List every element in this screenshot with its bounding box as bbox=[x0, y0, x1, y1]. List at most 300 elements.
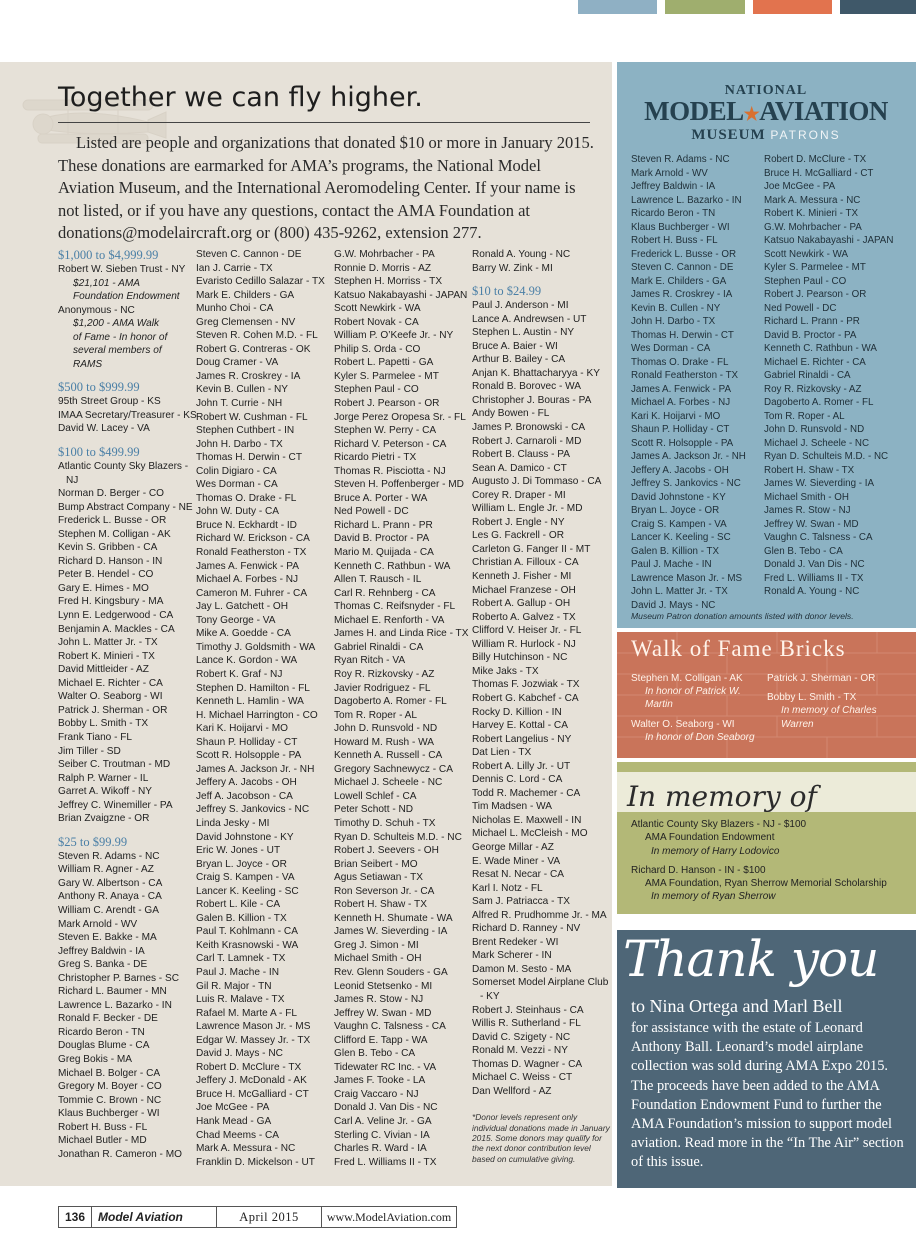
museum-patron-column-1 bbox=[631, 153, 771, 612]
donor-entry: H. Michael Harrington - CO bbox=[196, 709, 318, 721]
donor-entry: Wes Dorman - CA bbox=[196, 479, 278, 491]
donor-entry: 95th Street Group - KS bbox=[58, 396, 161, 408]
donor-entry: Steven C. Cannon - DE bbox=[196, 249, 302, 260]
donor-entry: Mario M. Quijada - CA bbox=[334, 547, 434, 559]
top-color-bar-blue bbox=[578, 0, 657, 14]
memory-entry-name: Atlantic County Sky Blazers - NJ - $100 bbox=[631, 819, 807, 830]
donor-entry: Greg Bokis - MA bbox=[58, 1053, 133, 1065]
donor-entry: Jay L. Gatchett - OH bbox=[196, 601, 288, 613]
donor-entry: Gary E. Himes - MO bbox=[58, 582, 149, 594]
thank-you-body: for assistance with the estate of Leonard Anthony Ball. Leonard’s model airplane collection was sold during AMA Expo 2015. The proceeds have been added to the AMA Foundation Endowment Fund to further the AMA Foundation’s mission to support model aviation. Read more in the “In The Air” section of this issue. bbox=[631, 1020, 904, 1171]
donor-entry: Harvey E. Kottal - CA bbox=[472, 720, 568, 732]
donor-entry: Corey R. Draper - MI bbox=[472, 489, 566, 501]
donor-entry: Bruce N. Eckhardt - ID bbox=[196, 519, 297, 531]
donor-entry: Stephen Cuthbert - IN bbox=[196, 425, 295, 437]
donor-entry: Michael E. Renforth - VA bbox=[334, 614, 445, 626]
thank-you-title: Thank you bbox=[623, 930, 879, 988]
donor-entry: Sean A. Damico - CT bbox=[472, 462, 567, 474]
donor-entry: Katsuo Nakabayashi - JAPAN bbox=[334, 289, 468, 301]
donor-entry: Carl A. Veline Jr. - GA bbox=[334, 1116, 432, 1127]
donor-entry: Ryan D. Schulteis M.D. - NC bbox=[764, 451, 889, 462]
donor-entry: Ronald Featherston - TX bbox=[196, 547, 307, 559]
donor-entry: Lowell Schlef - CA bbox=[334, 790, 417, 802]
donor-entry: Richard W. Erickson - CA bbox=[196, 533, 310, 545]
donor-entry: Thomas H. Derwin - CT bbox=[631, 329, 734, 341]
donor-entry: Robert A. Lilly Jr. - UT bbox=[472, 760, 571, 772]
donor-entry: David J. Mays - NC bbox=[196, 1048, 283, 1060]
donor-entry: Bump Abstract Company - NE bbox=[58, 501, 193, 513]
donor-list-25a bbox=[58, 850, 198, 1162]
donor-entry: Robert K. Minieri - TX bbox=[764, 208, 859, 219]
donor-note: $1,200 - AMA Walk bbox=[73, 318, 160, 330]
donor-entry: Jeffrey Baldwin - IA bbox=[58, 945, 145, 957]
donor-entry: Timothy J. Goldsmith - WA bbox=[196, 641, 316, 653]
donor-entry: Javier Rodriguez - FL bbox=[334, 682, 431, 694]
donor-entry: Robert J. Pearson - OR bbox=[334, 398, 440, 410]
donor-entry: James H. and Linda Rice - TX bbox=[334, 628, 469, 640]
donor-entry: Benjamin A. Mackles - CA bbox=[58, 623, 175, 635]
donor-entry: Norman D. Berger - CO bbox=[58, 488, 165, 500]
donor-entry: Robert J. Seevers - OH bbox=[334, 845, 439, 857]
magazine-name: Model Aviation bbox=[92, 1207, 217, 1227]
donor-entry: Cameron M. Fuhrer - CA bbox=[196, 587, 308, 599]
donor-entry: Anthony R. Anaya - CA bbox=[58, 891, 162, 903]
donor-entry: Alfred R. Prudhomme Jr. - MA bbox=[472, 909, 607, 921]
donor-entry: James A. Jackson Jr. - NH bbox=[196, 763, 315, 775]
donor-entry: David Johnstone - KY bbox=[196, 831, 294, 843]
logo-word-museum: MUSEUM bbox=[691, 127, 766, 143]
donor-entry: Frederick L. Busse - OR bbox=[631, 248, 737, 260]
donor-entry: Doug Cramer - VA bbox=[196, 357, 279, 369]
donor-entry: Les G. Fackrell - OR bbox=[472, 530, 564, 542]
page-title: Together we can fly higher. bbox=[58, 82, 423, 113]
donor-entry: Michael L. McCleish - MO bbox=[472, 828, 588, 840]
donor-entry: Nicholas E. Maxwell - IN bbox=[472, 814, 582, 826]
donor-note: $21,101 - AMA bbox=[73, 277, 140, 289]
donor-entry: Robert W. Cushman - FL bbox=[196, 411, 308, 423]
donor-entry: Tommie C. Brown - NC bbox=[58, 1094, 162, 1106]
donor-entry: Carl T. Lamnek - TX bbox=[196, 953, 286, 965]
memory-entry-fund: AMA Foundation Endowment bbox=[645, 832, 775, 844]
donor-entry: Dat Lien - TX bbox=[472, 747, 532, 759]
donor-entry: Thomas H. Derwin - CT bbox=[196, 452, 302, 464]
donor-list-500 bbox=[58, 395, 198, 436]
donor-entry: Resat N. Necar - CA bbox=[472, 869, 564, 881]
donor-entry: Michael B. Bolger - CA bbox=[58, 1067, 161, 1079]
in-memory-title-band bbox=[617, 772, 916, 812]
donor-entry: Stephen H. Morriss - TX bbox=[334, 276, 443, 288]
donor-entry: William R. Hurlock - NJ bbox=[472, 638, 576, 650]
donor-entry: Damon M. Sesto - MA bbox=[472, 963, 572, 975]
donor-entry: Jim Tiller - SD bbox=[58, 745, 121, 757]
donor-entry: Paul J. Mache - IN bbox=[631, 559, 712, 570]
memory-entry-fund: AMA Foundation, Ryan Sherrow Memorial Scholarship bbox=[645, 878, 887, 890]
donor-entry: Greg S. Banka - DE bbox=[58, 959, 148, 971]
donor-entry: Billy Hutchinson - NC bbox=[472, 652, 568, 664]
donor-entry: Jeffrey C. Winemiller - PA bbox=[58, 799, 173, 811]
thank-you-panel bbox=[617, 930, 916, 1188]
top-color-bar-orange bbox=[753, 0, 832, 14]
donor-entry: Jeffery A. Jacobs - OH bbox=[196, 777, 297, 789]
donor-entry: Ronald A. Young - NC bbox=[472, 249, 571, 260]
title-rule bbox=[58, 122, 590, 123]
donor-entry: Lance K. Gordon - WA bbox=[196, 655, 298, 667]
donor-entry: Roy R. Rizkovsky - AZ bbox=[764, 383, 862, 395]
donor-entry: Patrick J. Sherman - OR bbox=[58, 704, 168, 716]
donor-entry: Craig Vaccaro - NJ bbox=[334, 1088, 419, 1100]
donor-column-1 bbox=[58, 248, 198, 1161]
donor-entry: Ronald M. Vezzi - NY bbox=[472, 1045, 568, 1057]
donor-entry: Carl R. Rehnberg - CA bbox=[334, 587, 436, 599]
donor-entry: David J. Mays - NC bbox=[631, 599, 716, 611]
walk-of-fame-panel bbox=[617, 632, 916, 758]
donor-entry: Ronald A. Young - NC bbox=[764, 586, 860, 597]
donor-entry: Jeffrey S. Jankovics - NC bbox=[196, 804, 310, 816]
donor-entry: Craig S. Kampen - VA bbox=[631, 518, 727, 530]
donor-entry: Roberto A. Galvez - TX bbox=[472, 611, 576, 623]
donor-entry: Galen B. Killion - TX bbox=[631, 545, 720, 557]
donor-entry: James W. Sieverding - IA bbox=[764, 478, 874, 489]
donor-entry: Rev. Glenn Souders - GA bbox=[334, 966, 448, 978]
top-color-bar-slate bbox=[840, 0, 916, 14]
museum-note: Museum Patron donation amounts listed with donor levels. bbox=[631, 611, 854, 621]
donor-list-25d bbox=[472, 248, 612, 275]
museum-patron-column-2 bbox=[764, 153, 904, 599]
donor-entry: Scott Newkirk - WA bbox=[334, 303, 421, 315]
donor-footnote: *Donor levels represent only individual donations made in January 2015. Some donors may qualify for the next donor contribution level based on cumulative giving. bbox=[472, 1112, 610, 1164]
donor-entry: Andy Bowen - FL bbox=[472, 408, 550, 420]
donor-note: Foundation Endowment bbox=[73, 291, 180, 303]
donor-entry: Fred H. Kingsbury - MA bbox=[58, 596, 164, 608]
donor-entry: Bruce H. McGalliard - CT bbox=[196, 1088, 309, 1100]
tier-heading-500: $500 to $999.99 bbox=[58, 380, 140, 395]
donor-entry: Donald J. Van Dis - NC bbox=[334, 1102, 438, 1114]
donor-entry: James W. Sieverding - IA bbox=[334, 926, 448, 938]
donor-entry: Richard D. Ranney - NV bbox=[472, 923, 581, 935]
donor-entry: Jeffrey W. Swan - MD bbox=[334, 1007, 432, 1019]
donor-column-4 bbox=[472, 248, 612, 1164]
donor-entry: Richard L. Prann - PR bbox=[334, 519, 433, 531]
donor-entry: Franklin D. Mickelson - UT bbox=[196, 1156, 315, 1168]
donor-entry: John H. Darbo - TX bbox=[631, 316, 716, 327]
donor-entry: Todd R. Machemer - CA bbox=[472, 787, 581, 799]
donor-entry: Willis R. Sutherland - FL bbox=[472, 1018, 581, 1030]
donor-entry: Jeffrey Baldwin - IA bbox=[631, 181, 716, 192]
donor-entry: Robert D. McClure - TX bbox=[764, 154, 867, 165]
donor-entry: Bryan L. Joyce - OR bbox=[631, 505, 720, 516]
memory-entry-note: In memory of Ryan Sherrow bbox=[651, 891, 776, 903]
donor-entry: Stephen Paul - CO bbox=[334, 384, 419, 396]
donor-entry: William C. Arendt - GA bbox=[58, 904, 159, 916]
donor-entry: Ryan D. Schulteis M.D. - NC bbox=[334, 831, 462, 843]
donor-entry: Ricardo Beron - TN bbox=[58, 1026, 145, 1038]
donor-note: of Fame - In honor of bbox=[73, 331, 168, 343]
donor-entry: Michael Smith - OH bbox=[764, 491, 849, 503]
donor-entry: James R. Croskrey - IA bbox=[631, 289, 733, 300]
donor-entry: Kevin S. Gribben - CA bbox=[58, 542, 158, 554]
donor-entry: David Johnstone - KY bbox=[631, 491, 726, 503]
walk-entry-name: Walter O. Seaborg - WI bbox=[631, 718, 735, 730]
donor-list-10 bbox=[472, 299, 612, 1098]
donor-entry: Robert J. Carnaroli - MD bbox=[472, 435, 582, 447]
donor-entry: Dennis C. Lord - CA bbox=[472, 774, 563, 786]
donor-entry: Kenneth H. Shumate - WA bbox=[334, 912, 453, 924]
donor-entry: Gabriel Rinaldi - CA bbox=[764, 370, 851, 381]
donor-entry: Philip S. Orda - CO bbox=[334, 343, 421, 355]
walk-entry-name: Stephen M. Colligan - AK bbox=[631, 673, 743, 684]
donor-entry: Sterling C. Vivian - IA bbox=[334, 1129, 430, 1141]
donor-entry: Scott R. Holsopple - PA bbox=[196, 750, 302, 762]
tier-heading-10: $10 to $24.99 bbox=[472, 284, 542, 299]
donor-entry: Carleton G. Fanger II - MT bbox=[472, 543, 591, 555]
donor-entry: G.W. Mohrbacher - PA bbox=[764, 221, 862, 233]
donor-entry: Frank Tiano - FL bbox=[58, 731, 133, 743]
donor-entry: Scott R. Holsopple - PA bbox=[631, 437, 734, 449]
donor-entry: James A. Fenwick - PA bbox=[631, 383, 731, 395]
donor-entry: Tidewater RC Inc. - VA bbox=[334, 1061, 437, 1073]
intro-paragraph: Listed are people and organizations that donated $10 or more in January 2015. These donations are earmarked for AMA’s programs, the National Model Aviation Museum, and the International Aeromodeling Center. If your name is not listed, or if you have any questions, contact the AMA Foundation at donations@modelaircraft.org or (800) 435-9262, extension 277. bbox=[58, 133, 594, 242]
in-memory-entries bbox=[631, 818, 911, 904]
donor-entry: Mark A. Messura - NC bbox=[764, 194, 861, 206]
donor-entry: Richard L. Prann - PR bbox=[764, 316, 860, 327]
walk-entry-name: Patrick J. Sherman - OR bbox=[767, 673, 876, 684]
donor-entry: Jeffery J. McDonald - AK bbox=[196, 1075, 307, 1087]
donor-entry: Ron Severson Jr. - CA bbox=[334, 885, 435, 897]
donor-entry: Gil R. Major - TN bbox=[196, 980, 272, 992]
donor-entry: Christian A. Filloux - CA bbox=[472, 557, 579, 569]
donor-entry: Kenneth C. Rathbun - WA bbox=[334, 560, 451, 572]
museum-logo bbox=[631, 84, 901, 143]
donor-entry: Dan Wellford - AZ bbox=[472, 1085, 552, 1097]
donor-entry: Lawrence L. Bazarko - IN bbox=[58, 999, 172, 1011]
donor-entry: Gary W. Albertson - CA bbox=[58, 877, 163, 889]
donor-column-3 bbox=[334, 248, 474, 1169]
donor-entry: Roy R. Rizkovsky - AZ bbox=[334, 668, 435, 680]
donor-entry: Richard L. Baumer - MN bbox=[58, 986, 167, 998]
donor-entry: Scott Newkirk - WA bbox=[764, 248, 849, 260]
donor-entry: Lancer K. Keeling - SC bbox=[196, 885, 299, 897]
donor-entry: Thomas F. Jozwiak - TX bbox=[472, 679, 580, 691]
donor-entry: Leonid Stetsenko - MI bbox=[334, 980, 433, 992]
donor-entry: Peter Schott - ND bbox=[334, 804, 414, 816]
donor-entry: Robert L. Papetti - GA bbox=[334, 357, 434, 369]
donor-entry: Michael A. Forbes - NJ bbox=[631, 397, 731, 408]
donor-entry: David B. Proctor - PA bbox=[334, 533, 430, 545]
museum-patrons-panel bbox=[617, 62, 916, 628]
donor-entry: Katsuo Nakabayashi - JAPAN bbox=[764, 235, 894, 246]
donor-entry: Eric W. Jones - UT bbox=[196, 845, 281, 857]
walk-entry-note: In honor of Don Seaborg bbox=[645, 731, 755, 743]
page-footer bbox=[58, 1206, 457, 1228]
donor-entry: Karl I. Notz - FL bbox=[472, 882, 543, 894]
logo-line-model-aviation bbox=[631, 98, 901, 127]
donor-entry: Robert J. Pearson - OR bbox=[764, 289, 867, 300]
donor-entry: Robert H. Shaw - TX bbox=[764, 464, 855, 476]
donor-entry: Thomas O. Drake - FL bbox=[631, 356, 729, 368]
donor-entry: Kari K. Hoijarvi - MO bbox=[196, 723, 288, 735]
website-url[interactable]: www.ModelAviation.com bbox=[326, 1210, 452, 1224]
donor-entry: Rocky D. Killion - IN bbox=[472, 706, 562, 718]
donor-entry: Bruce A. Porter - WA bbox=[334, 492, 428, 504]
donor-list-panel bbox=[0, 62, 612, 1186]
donor-entry: Robert K. Graf - NJ bbox=[196, 668, 283, 680]
donor-entry: Allen T. Rausch - IL bbox=[334, 574, 422, 586]
donor-entry: Douglas Blume - CA bbox=[58, 1040, 150, 1052]
logo-line-national: NATIONAL bbox=[724, 83, 808, 98]
donor-entry: Ronnie D. Morris - AZ bbox=[334, 262, 432, 274]
donor-entry: Fred L. Williams II - TX bbox=[764, 572, 864, 584]
donor-entry: Lawrence Mason Jr. - MS bbox=[196, 1021, 311, 1033]
donor-entry: Michael A. Forbes - NJ bbox=[196, 574, 299, 586]
donor-entry: David Mittleider - AZ bbox=[58, 664, 149, 676]
donor-entry: Richard V. Peterson - CA bbox=[334, 438, 447, 450]
donor-entry: Jorge Perez Oropesa Sr. - FL bbox=[334, 411, 466, 423]
donor-entry: Robert W. Sieben Trust - NY bbox=[58, 264, 186, 275]
donor-entry: Agus Setiawan - TX bbox=[334, 872, 424, 884]
donor-entry: John D. Runsvold - ND bbox=[334, 723, 438, 735]
donor-entry: Ronald Featherston - TX bbox=[631, 370, 739, 381]
donor-entry: Robert K. Minieri - TX bbox=[58, 650, 155, 662]
donor-entry: Linda Jesky - MI bbox=[196, 817, 270, 829]
donor-entry: James A. Jackson Jr. - NH bbox=[631, 451, 746, 462]
donor-entry: Tim Madsen - WA bbox=[472, 801, 553, 813]
donor-entry: Stephen L. Austin - NY bbox=[472, 327, 575, 339]
donor-entry: Stephen M. Colligan - AK bbox=[58, 528, 171, 540]
donor-entry: Lawrence Mason Jr. - MS bbox=[631, 572, 743, 584]
memory-entry-name: Richard D. Hanson - IN - $100 bbox=[631, 864, 766, 876]
donor-entry: Augusto J. Di Tommaso - CA bbox=[472, 476, 602, 488]
walk-of-fame-title: Walk of Fame Bricks bbox=[631, 636, 846, 661]
walk-entry-note: In honor of Patrick W. Martin bbox=[645, 686, 741, 711]
donor-entry: Rafael M. Marte A - FL bbox=[196, 1007, 297, 1019]
donor-entry: Robert B. Clauss - PA bbox=[472, 449, 570, 461]
donor-entry: John T. Currie - NH bbox=[196, 398, 283, 410]
donor-entry: Charles R. Ward - IA bbox=[334, 1143, 427, 1155]
donor-entry: Craig S. Kampen - VA bbox=[196, 872, 295, 884]
donor-entry: Edgar W. Massey Jr. - TX bbox=[196, 1034, 311, 1046]
donor-entry: Dagoberto A. Romer - FL bbox=[334, 696, 447, 708]
donor-entry: David B. Proctor - PA bbox=[764, 329, 857, 341]
donor-entry: Bobby L. Smith - TX bbox=[58, 718, 149, 730]
donor-entry: Klaus Buchberger - WI bbox=[631, 221, 730, 233]
donor-entry: Michael Franzese - OH bbox=[472, 584, 576, 596]
donor-entry: Kyler S. Parmelee - MT bbox=[764, 262, 866, 273]
donor-entry: Mark E. Childers - GA bbox=[631, 275, 727, 287]
tier-heading-100: $100 to $499.99 bbox=[58, 445, 140, 460]
donor-entry: IMAA Secretary/Treasurer - KS bbox=[58, 409, 197, 421]
donor-entry: Kevin B. Cullen - NY bbox=[196, 384, 289, 396]
donor-entry: Steven H. Poffenberger - MD bbox=[334, 479, 464, 491]
donor-entry: Klaus Buchberger - WI bbox=[58, 1108, 160, 1120]
donor-entry: Ricardo Pietri - TX bbox=[334, 452, 417, 464]
donor-entry: David W. Lacey - VA bbox=[58, 423, 150, 435]
donor-entry: Arthur B. Bailey - CA bbox=[472, 354, 566, 366]
donor-entry: Kevin B. Cullen - NY bbox=[631, 302, 721, 314]
donor-entry: Seiber C. Troutman - MD bbox=[58, 759, 171, 771]
donor-entry: Steven R. Adams - NC bbox=[631, 154, 730, 165]
donor-list-25b bbox=[196, 248, 336, 1169]
donor-entry: Michael C. Weiss - CT bbox=[472, 1072, 573, 1084]
donor-entry: Michael E. Richter - CA bbox=[764, 356, 866, 368]
donor-entry: Anonymous - NC bbox=[58, 304, 135, 316]
donor-entry: G.W. Mohrbacher - PA bbox=[334, 249, 435, 260]
donor-entry: Thomas R. Pisciotta - NJ bbox=[334, 465, 446, 477]
donor-entry: Robert A. Gallup - OH bbox=[472, 598, 571, 610]
donor-entry: Ryan Ritch - VA bbox=[334, 655, 406, 667]
donor-entry: Mark Arnold - WV bbox=[58, 918, 138, 930]
donor-entry: Bryan L. Joyce - OR bbox=[196, 858, 287, 870]
donor-entry: James R. Stow - NJ bbox=[334, 994, 424, 1006]
donor-entry: Peter B. Hendel - CO bbox=[58, 569, 154, 581]
donor-entry: Stephen D. Hamilton - FL bbox=[196, 682, 310, 694]
donor-entry: Gregory Sachnewycz - CA bbox=[334, 763, 453, 775]
walk-entry-note: In memory of Charles Warren bbox=[781, 705, 877, 730]
donor-entry: John L. Matter Jr. - TX bbox=[58, 637, 158, 649]
donor-entry: Brian Seibert - MO bbox=[334, 858, 418, 870]
donor-entry: Shaun P. Holliday - CT bbox=[196, 736, 298, 748]
donor-entry: Jeffery A. Jacobs - OH bbox=[631, 464, 729, 476]
donor-entry: John L. Matter Jr. - TX bbox=[631, 586, 728, 597]
donor-entry: Bruce H. McGalliard - CT bbox=[764, 167, 874, 179]
donor-entry: Ralph P. Warner - IL bbox=[58, 772, 149, 784]
donor-entry: James A. Fenwick - PA bbox=[196, 560, 300, 572]
donor-entry: Robert L. Kile - CA bbox=[196, 899, 281, 911]
donor-entry: Somerset Model Airplane Club - KY bbox=[472, 977, 609, 1002]
donor-entry: Chad Meems - CA bbox=[196, 1129, 280, 1141]
donor-entry: Thomas D. Wagner - CA bbox=[472, 1058, 583, 1070]
walk-entry-name: Bobby L. Smith - TX bbox=[767, 692, 857, 704]
donor-entry: Clifford E. Tapp - WA bbox=[334, 1034, 428, 1046]
donor-entry: Thomas O. Drake - FL bbox=[196, 492, 297, 504]
donor-entry: Kenneth C. Rathbun - WA bbox=[764, 343, 877, 354]
tier-heading-25: $25 to $99.99 bbox=[58, 834, 128, 849]
donor-entry: Thomas C. Reifsnyder - FL bbox=[334, 601, 456, 613]
donor-entry: Joe McGee - PA bbox=[764, 181, 836, 192]
donor-entry: Robert D. McClure - TX bbox=[196, 1061, 302, 1073]
donor-entry: Steven C. Cannon - DE bbox=[631, 262, 734, 273]
donor-entry: John H. Darbo - TX bbox=[196, 438, 283, 450]
walk-column-2 bbox=[767, 672, 907, 731]
donor-entry: Bruce A. Baier - WI bbox=[472, 340, 558, 352]
donor-entry: Ronald F. Becker - DE bbox=[58, 1013, 158, 1025]
donor-entry: Luis R. Malave - TX bbox=[196, 994, 285, 1006]
issue-date: April 2015 bbox=[217, 1207, 322, 1227]
donor-entry: Michael Butler - MD bbox=[58, 1135, 147, 1147]
donor-entry: David C. Szigety - NC bbox=[472, 1031, 571, 1043]
donor-entry: Joe McGee - PA bbox=[196, 1102, 270, 1114]
donor-entry: Ned Powell - DC bbox=[764, 302, 837, 314]
donor-entry: Mike Jaks - TX bbox=[472, 665, 539, 677]
logo-word-patrons: PATRONS bbox=[770, 128, 841, 142]
donor-entry: Lancer K. Keeling - SC bbox=[631, 532, 731, 543]
donor-entry: Munho Choi - CA bbox=[196, 303, 274, 315]
donor-entry: Greg Clemensen - NV bbox=[196, 316, 296, 328]
donor-entry: William R. Agner - AZ bbox=[58, 864, 154, 876]
donor-entry: Kyler S. Parmelee - MT bbox=[334, 370, 439, 382]
logo-word-model: MODEL bbox=[644, 96, 744, 126]
donor-entry: Keith Krasnowski - WA bbox=[196, 939, 299, 951]
donor-entry: Clifford V. Heiser Jr. - FL bbox=[472, 625, 582, 637]
donor-entry: James F. Tooke - LA bbox=[334, 1075, 426, 1087]
donor-entry: Christopher P. Barnes - SC bbox=[58, 972, 179, 984]
donor-entry: Michael Smith - OH bbox=[334, 953, 422, 965]
donor-entry: Galen B. Killion - TX bbox=[196, 912, 287, 924]
donor-entry: Robert Langelius - NY bbox=[472, 733, 572, 745]
memory-entry-note: In memory of Harry Lodovico bbox=[651, 845, 780, 857]
donor-entry: Jeffrey S. Jankovics - NC bbox=[631, 478, 741, 489]
donor-entry: Howard M. Rush - WA bbox=[334, 736, 435, 748]
donor-entry: Brian Zvaigzne - OR bbox=[58, 813, 150, 825]
